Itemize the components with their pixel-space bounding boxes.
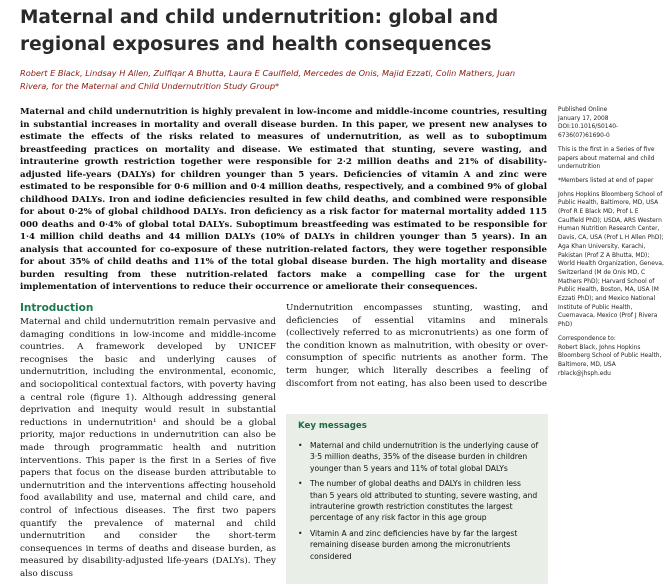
key-message-text: Maternal and child undernutrition is the underlying cause of 3·5 million deaths, 35% of the disease burden in children younger than 5 years and 11% of total global DALYs [310, 441, 539, 473]
series-note: This is the first in a Series of five papers about maternal and child undernutrition [558, 146, 655, 171]
key-message-item [296, 440, 540, 474]
correspondence-label: Correspondence to: [558, 335, 616, 342]
key-messages-panel [286, 414, 548, 584]
key-messages-title: Key messages [298, 421, 367, 431]
key-message-item [296, 528, 540, 562]
bullet-icon: • [298, 479, 303, 489]
key-message-text: Vitamin A and zinc deficiencies have by far the largest remaining disease burden among the micronutrients considered [310, 528, 518, 561]
key-messages-list [296, 440, 540, 566]
published-date: January 17, 2008 [558, 115, 609, 122]
article-title: Maternal and child undernutrition: global and regional exposures and health consequences [20, 7, 499, 55]
bullet-icon: • [298, 528, 303, 538]
affiliation-1: Johns Hopkins Bloomberg School of Public Health, Baltimore, MD, USA (Prof R E Black MD, Prof L E Caulfield PhD); USDA, ARS Western Human Nutrition Research Center, Davis, CA, USA (Prof L H Allen PhD); [558, 191, 664, 242]
key-message-item [296, 478, 540, 524]
sidebar-notes [558, 106, 664, 378]
doi[interactable]: DOI:10.1016/S0140-6736(07)61690-0 [558, 124, 619, 140]
correspondence-text: Robert Black, Johns Hopkins Bloomberg School of Public Health, Baltimore, MD, USA [558, 344, 662, 368]
introduction-heading: Introduction [20, 302, 94, 314]
author-list: Robert E Black, Lindsay H Allen, Zulfiqar A Bhutta, Laura E Caulfield, Mercedes de Onis, Majid Ezzati, Colin Mathers, Juan Rivera, for the Maternal and Child Undernutrition Study Group* [20, 68, 516, 91]
body-column-1: Maternal and child undernutrition remain pervasive and damaging conditions in low-income and middle-income countries. A framework developed by UNICEF recognises the basic and underlying causes of undernutrition, including the environmental, economic, and sociopolitical contextual factors, with poverty having a central role (figure 1). Although addressing general deprivation and inequity would result in substantial reductions in undernutrition¹ and should be a global priority, major reductions in undernutrition can also be made through programmatic health and nutrition interventions. This paper is the first in a Series of five papers that focus on the disease burden attributable to undernutrition and the interventions affecting household food availability and use, maternal and child care, and control of infectious diseases. The first two papers quantify the prevalence of maternal and child undernutrition and consider the short-term consequences in terms of deaths and disease burden, as measured by disability-adjusted life-years (DALYs). They also discuss [20, 317, 276, 579]
affiliation-2: Aga Khan University, Karachi, Pakistan (Prof Z A Bhutta, MD); World Health Organization, Geneva, Switzerland (M de Onis MD, C Mathers PhD); Harvard School of Public Health, Boston, MA, USA (M Ezzati PhD); and Mexico National Institute of Public Health, Cuernavaca, Mexico (Prof J Rivera PhD) [558, 243, 664, 329]
email-link[interactable]: rblack@jhsph.edu [558, 370, 611, 377]
published-label: Published Online [558, 107, 608, 113]
key-message-text: The number of global deaths and DALYs in children less than 5 years old attributed to stunting, severe wasting, and intrauterine growth restriction constitutes the largest percentage of any risk factor in this age group [310, 479, 538, 523]
abstract: Maternal and child undernutrition is highly prevalent in low-income and middle-income countries, resulting in substantial increases in mortality and overall disease burden. In this paper, we present new analyses to estimate the effects of the risks related to measures of undernutrition, as well as to suboptimum breastfeeding practices on mortality and disease. We estimated that stunting, severe wasting, and intrauterine growth restriction together were responsible for 2·2 million deaths and 21% of disability-adjusted life-years (DALYs) for children younger than 5 years. Deficiencies of vitamin A and zinc were estimated to be responsible for 0·6 million and 0·4 million deaths, respectively, and a combined 9% of global childhood DALYs. Iron and iodine deficiencies resulted in few child deaths, and combined were responsible for about 0·2% of global childhood DALYs. Iron deficiency as a risk factor for maternal mortality added 115 000 deaths and 0·4% of global total DALYs. Suboptimum breastfeeding was estimated to be responsible for 1·4 million child deaths and 44 million DALYs (10% of DALYs in children younger than 5 years). In an analysis that accounted for co-exposure of these nutrition-related factors, they were together responsible for about 35% of child deaths and 11% of the total global disease burden. The high mortality and disease burden resulting from these nutrition-related factors make a compelling case for the urgent implementation of interventions to reduce their occurrence or ameliorate their consequences. [20, 107, 547, 292]
body-column-2: Undernutrition encompasses stunting, wasting, and deficiencies of essential vitamins and minerals (collectively referred to as micronutrients) as one form of the condition known as malnutrition, with obesity or over-consumption of specific nutrients as another form. The term hunger, which literally describes a feeling of discomfort from not eating, has also been used to describe [286, 303, 548, 389]
members-note: *Members listed at end of paper [558, 177, 654, 184]
bullet-icon: • [298, 441, 303, 450]
